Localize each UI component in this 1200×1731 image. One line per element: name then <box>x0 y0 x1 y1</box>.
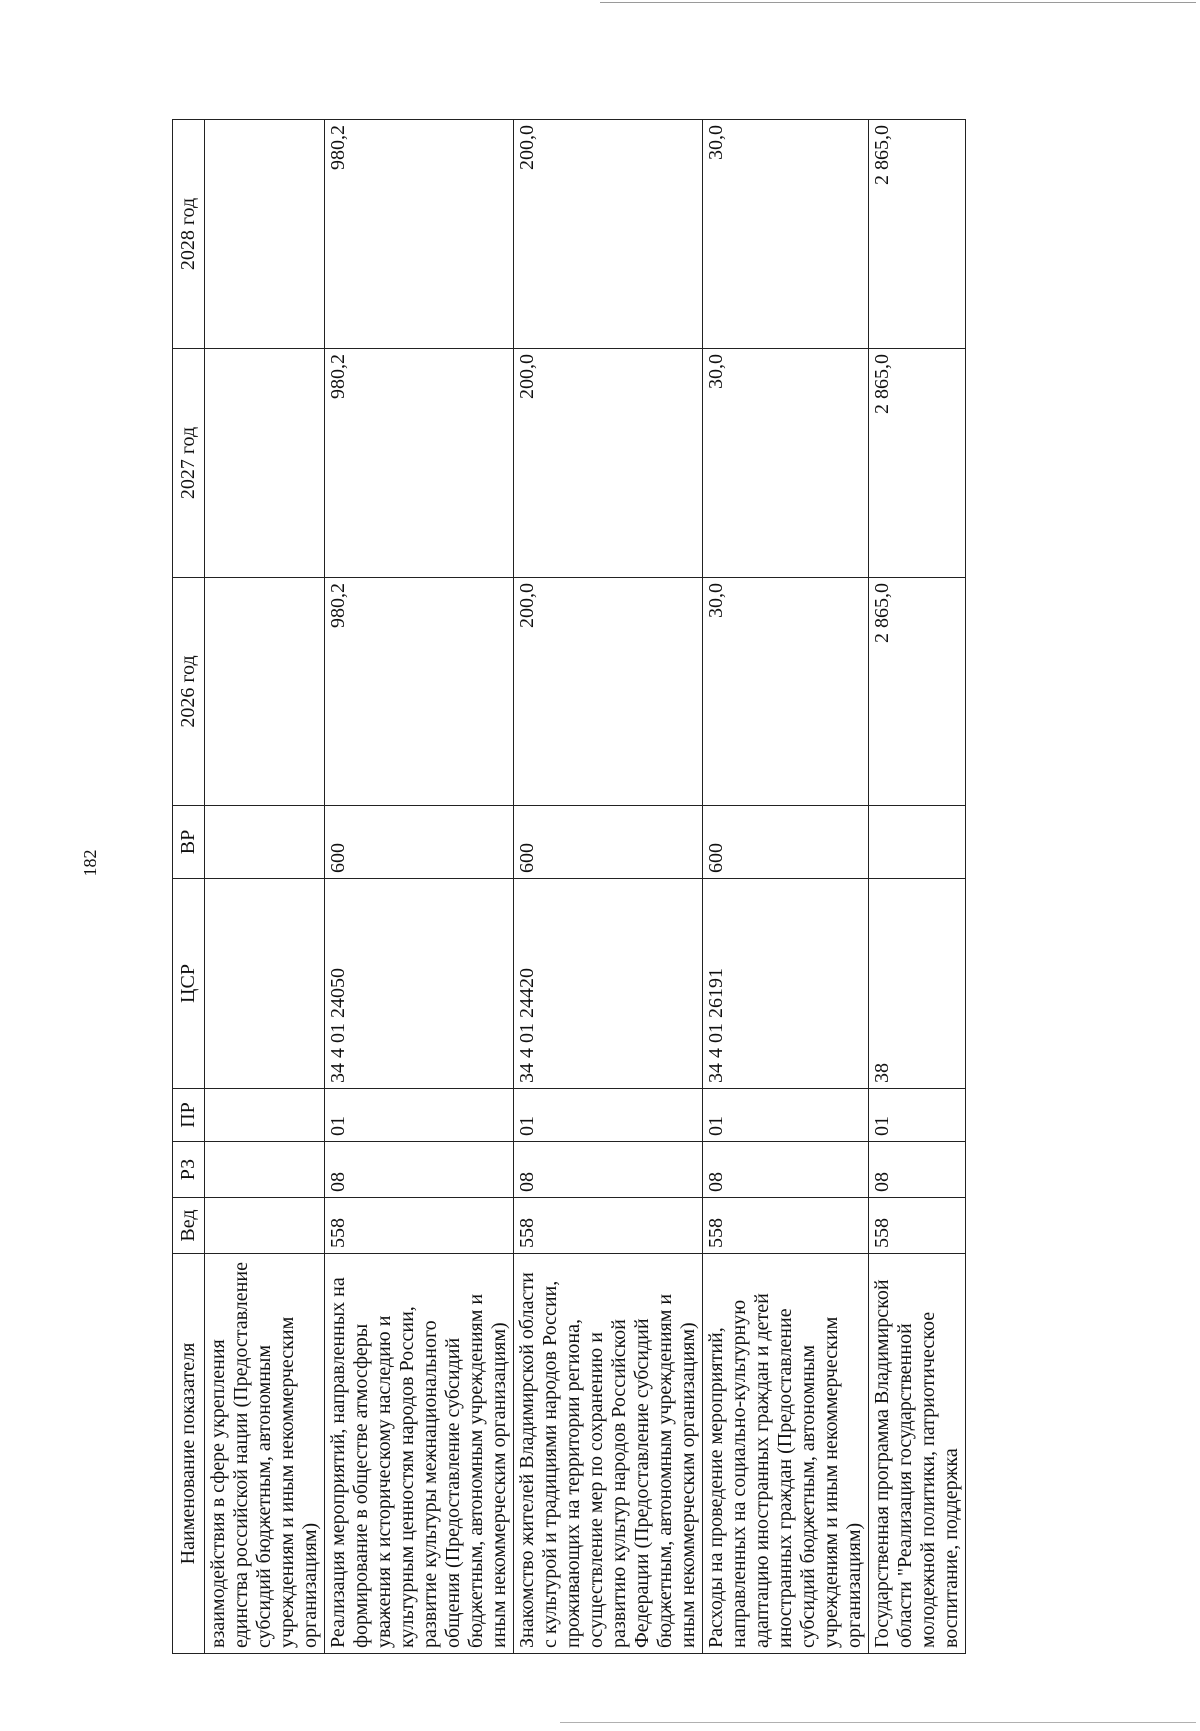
cell-2027: 200,0 <box>514 349 703 578</box>
cell-2028: 980,2 <box>325 120 514 349</box>
cell-rz <box>205 1142 325 1198</box>
cell-2026: 30,0 <box>703 578 869 806</box>
header-rz: РЗ <box>173 1142 205 1198</box>
cell-csr: 34 4 01 26191 <box>703 879 869 1089</box>
cell-ved: 558 <box>869 1198 966 1254</box>
cell-csr: 34 4 01 24050 <box>325 879 514 1089</box>
header-name: Наименование показателя <box>173 1254 205 1654</box>
table-row <box>703 120 869 1654</box>
budget-table <box>172 119 966 1654</box>
cell-pr: 01 <box>703 1089 869 1142</box>
cell-pr <box>205 1089 325 1142</box>
cell-2027: 2 865,0 <box>869 349 966 578</box>
cell-csr: 38 <box>869 879 966 1089</box>
header-2027: 2027 год <box>173 349 205 578</box>
cell-vr: 600 <box>703 806 869 879</box>
cell-2026: 200,0 <box>514 578 703 806</box>
cell-vr: 600 <box>325 806 514 879</box>
cell-name: взаимодействия в сфере укрепления единства российской нации (Предоставление субсидий бюджетным, автономным учреждениям и иным некоммерческим организациям) <box>205 1254 325 1654</box>
header-2028: 2028 год <box>173 120 205 349</box>
header-csr: ЦСР <box>173 879 205 1089</box>
cell-2026: 980,2 <box>325 578 514 806</box>
cell-vr: 600 <box>514 806 703 879</box>
cell-name: Реализация мероприятий, направленных на формирование в обществе атмосферы уважения к историческому наследию и культурным ценностям народов России, развитие культуры межнационального общения (Предоставление субсидий бюджетным, автономным учреждениям и иным некоммерческим организациям) <box>325 1254 514 1654</box>
cell-name: Расходы на проведение мероприятий, направленных на социально-культурную адаптацию иностранных граждан и детей иностранных граждан (Предоставление субсидий бюджетным, автономным учреждениям и иным некоммерческим организациям) <box>703 1254 869 1654</box>
cell-2028: 2 865,0 <box>869 120 966 349</box>
cell-vr <box>205 806 325 879</box>
cell-rz: 08 <box>869 1142 966 1198</box>
cell-2026: 2 865,0 <box>869 578 966 806</box>
cell-ved: 558 <box>514 1198 703 1254</box>
cell-ved: 558 <box>325 1198 514 1254</box>
cell-name: Государственная программа Владимирской области "Реализация государственной молодежной политики, патриотическое воспитание, поддержка <box>869 1254 966 1654</box>
cell-ved: 558 <box>703 1198 869 1254</box>
cell-2027: 980,2 <box>325 349 514 578</box>
cell-pr: 01 <box>325 1089 514 1142</box>
scan-edge-top <box>600 2 1196 3</box>
table-row <box>205 120 325 1654</box>
cell-vr <box>869 806 966 879</box>
cell-pr: 01 <box>869 1089 966 1142</box>
rotated-sheet <box>172 120 1097 1654</box>
cell-2028: 30,0 <box>703 120 869 349</box>
header-vr: ВР <box>173 806 205 879</box>
header-ved: Вед <box>173 1198 205 1254</box>
cell-2027 <box>205 349 325 578</box>
cell-2026 <box>205 578 325 806</box>
page-number: 182 <box>80 849 100 877</box>
cell-rz: 08 <box>325 1142 514 1198</box>
cell-name: Знакомство жителей Владимирской области с культурой и традициями народов России, проживающих на территории региона, осуществление мер по сохранению и развитию культур народов Российской Федерации (Предоставление субсидий бюджетным, автономным учреждениям и иным некоммерческим организациям) <box>514 1254 703 1654</box>
cell-2027: 30,0 <box>703 349 869 578</box>
header-pr: ПР <box>173 1089 205 1142</box>
cell-ved <box>205 1198 325 1254</box>
cell-rz: 08 <box>514 1142 703 1198</box>
cell-2028: 200,0 <box>514 120 703 349</box>
scan-edge-bottom <box>560 1722 1196 1723</box>
header-2026: 2026 год <box>173 578 205 806</box>
table-row <box>325 120 514 1654</box>
cell-pr: 01 <box>514 1089 703 1142</box>
table-row <box>869 120 966 1654</box>
cell-rz: 08 <box>703 1142 869 1198</box>
cell-csr: 34 4 01 24420 <box>514 879 703 1089</box>
cell-csr <box>205 879 325 1089</box>
table-row <box>514 120 703 1654</box>
cell-2028 <box>205 120 325 349</box>
table-header-row <box>173 120 205 1654</box>
